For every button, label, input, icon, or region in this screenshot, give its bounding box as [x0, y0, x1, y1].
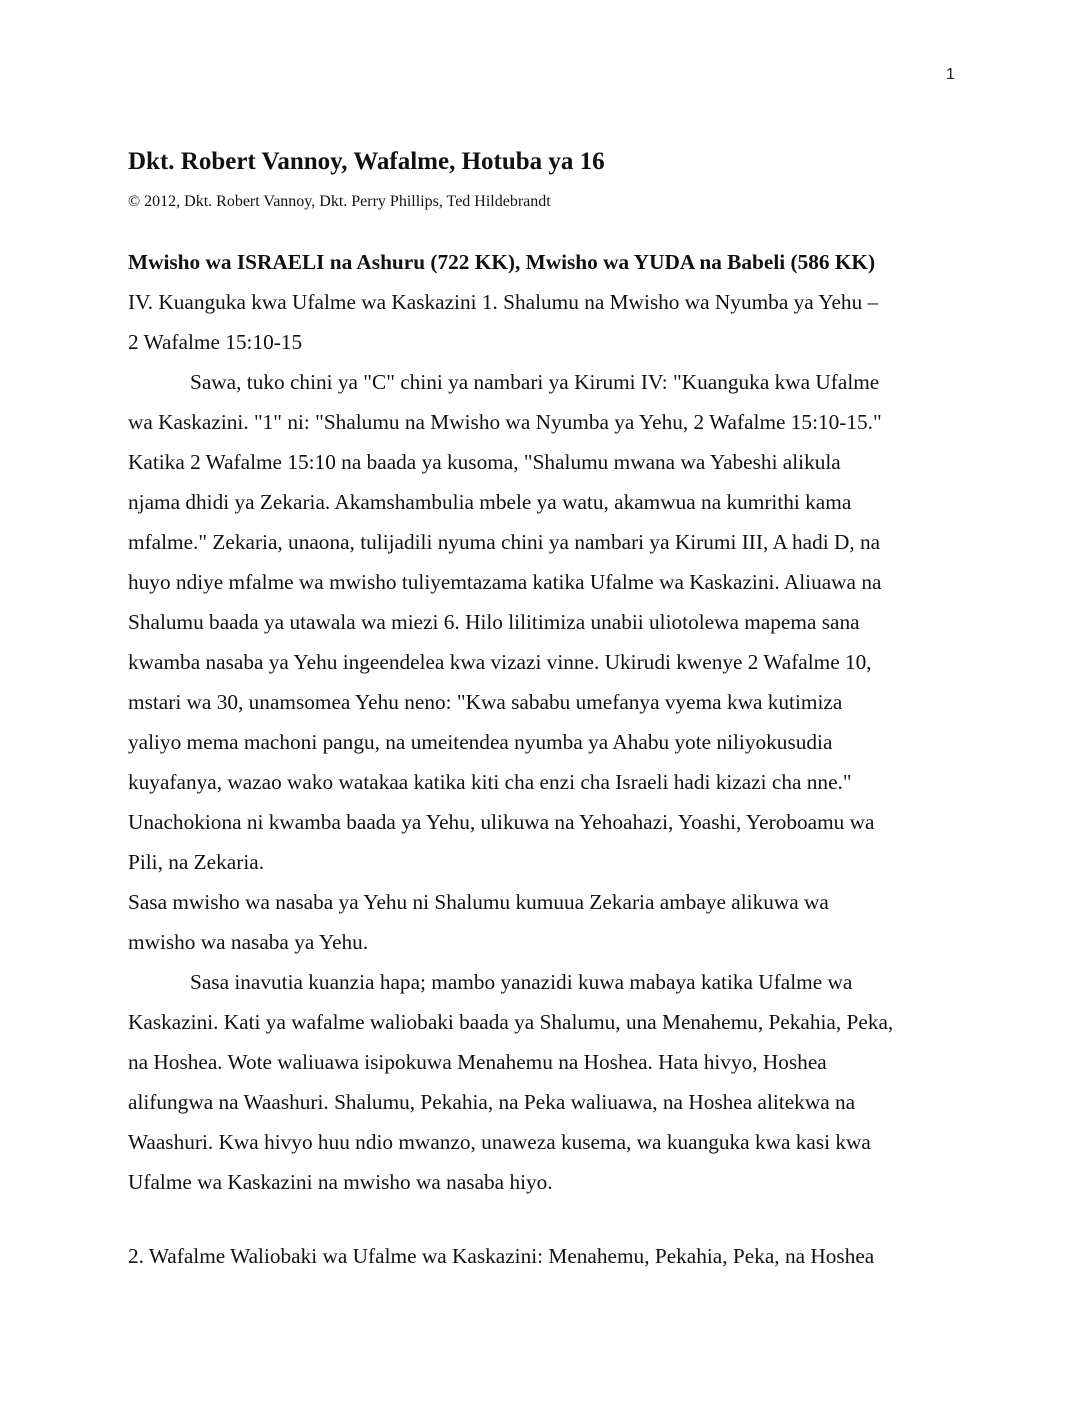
next-section-heading: 2. Wafalme Waliobaki wa Ufalme wa Kaskazini: Menahemu, Pekahia, Peka, na Hoshea — [128, 1244, 875, 1268]
paragraph-line: Unachokiona ni kwamba baada ya Yehu, ulikuwa na Yehoahazi, Yoashi, Yeroboamu wa — [128, 810, 875, 834]
paragraph-line: njama dhidi ya Zekaria. Akamshambulia mbele ya watu, akamwua na kumrithi kama — [128, 490, 852, 514]
paragraph-3 — [128, 962, 958, 1202]
page-number: 1 — [946, 66, 955, 83]
paragraph-line: Sasa mwisho wa nasaba ya Yehu ni Shalumu kumuua Zekaria ambaye alikuwa wa — [128, 890, 829, 914]
paragraph-line: na Hoshea. Wote waliuawa isipokuwa Menahemu na Hoshea. Hata hivyo, Hoshea — [128, 1050, 827, 1074]
paragraph-line: mwisho wa nasaba ya Yehu. — [128, 930, 369, 954]
main-body — [128, 242, 958, 1202]
paragraph-line: alifungwa na Waashuri. Shalumu, Pekahia, na Peka waliuawa, na Hoshea alitekwa na — [128, 1090, 856, 1114]
paragraph-line: Ufalme wa Kaskazini na mwisho wa nasaba hiyo. — [128, 1170, 553, 1194]
outline-line: 2 Wafalme 15:10-15 — [128, 330, 303, 354]
paragraph-line: Kaskazini. Kati ya wafalme waliobaki baada ya Shalumu, una Menahemu, Pekahia, Peka, — [128, 1010, 894, 1034]
paragraph-line: Waashuri. Kwa hivyo huu ndio mwanzo, unaweza kusema, wa kuanguka kwa kasi kwa — [128, 1130, 871, 1154]
paragraph-line: huyo ndiye mfalme wa mwisho tuliyemtazama katika Ufalme wa Kaskazini. Aliuawa na — [128, 570, 882, 594]
paragraph-line: kwamba nasaba ya Yehu ingeendelea kwa vizazi vinne. Ukirudi kwenye 2 Wafalme 10, — [128, 650, 872, 674]
paragraph-line: wa Kaskazini. "1" ni: "Shalumu na Mwisho wa Nyumba ya Yehu, 2 Wafalme 15:10-15." — [128, 410, 882, 434]
paragraph-line: mstari wa 30, unamsomea Yehu neno: "Kwa sababu umefanya vyema kwa kutimiza — [128, 690, 843, 714]
paragraph-line: Sawa, tuko chini ya "C" chini ya nambari ya Kirumi IV: "Kuanguka kwa Ufalme — [190, 370, 880, 394]
section-heading: Mwisho wa ISRAELI na Ashuru (722 KK), Mwisho wa YUDA na Babeli (586 KK) — [128, 250, 876, 274]
paragraph-line: mfalme." Zekaria, unaona, tulijadili nyuma chini ya nambari ya Kirumi III, A hadi D, na — [128, 530, 881, 554]
paragraph-line: Sasa inavutia kuanzia hapa; mambo yanazidi kuwa mabaya katika Ufalme wa — [190, 970, 853, 994]
paragraph-2 — [128, 882, 958, 962]
outline-heading — [128, 282, 958, 362]
paragraph-line: Katika 2 Wafalme 15:10 na baada ya kusoma, "Shalumu mwana wa Yabeshi alikula — [128, 450, 841, 474]
paragraph-line: Pili, na Zekaria. — [128, 850, 265, 874]
paragraph-line: yaliyo mema machoni pangu, na umeitendea nyumba ya Ahabu yote niliyokusudia — [128, 730, 833, 754]
outline-line: IV. Kuanguka kwa Ufalme wa Kaskazini 1. Shalumu na Mwisho wa Nyumba ya Yehu – — [128, 290, 879, 314]
paragraph-1 — [128, 362, 958, 882]
paragraph-line: Shalumu baada ya utawala wa miezi 6. Hilo lilitimiza unabii uliotolewa mapema sana — [128, 610, 860, 634]
document-title: Dkt. Robert Vannoy, Wafalme, Hotuba ya 16 — [128, 148, 605, 175]
paragraph-line: kuyafanya, wazao wako watakaa katika kiti cha enzi cha Israeli hadi kizazi cha nne." — [128, 770, 852, 794]
copyright-line: © 2012, Dkt. Robert Vannoy, Dkt. Perry Phillips, Ted Hildebrandt — [128, 193, 551, 210]
